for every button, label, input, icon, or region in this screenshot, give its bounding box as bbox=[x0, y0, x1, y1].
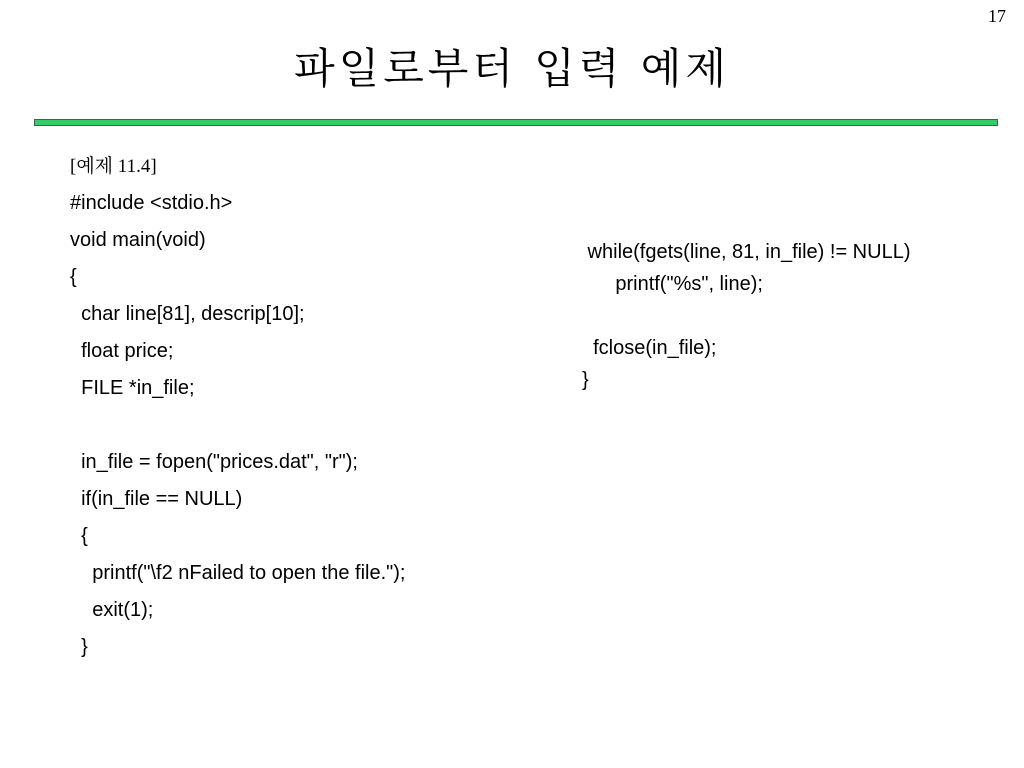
code-line: char line[81], descrip[10]; bbox=[70, 303, 305, 325]
code-line: fclose(in_file); bbox=[582, 337, 717, 359]
code-line-blank bbox=[582, 300, 1002, 332]
code-block-left bbox=[70, 148, 540, 666]
code-line: { bbox=[70, 266, 77, 288]
code-line: FILE *in_file; bbox=[70, 377, 195, 399]
example-label: [예제 11.4] bbox=[70, 156, 157, 177]
code-line: void main(void) bbox=[70, 229, 206, 251]
code-line: if(in_file == NULL) bbox=[70, 488, 243, 510]
slide-title: 파일로부터 입력 예제 bbox=[294, 44, 730, 93]
code-line: exit(1); bbox=[70, 599, 154, 621]
title-underline-bar bbox=[34, 119, 998, 126]
code-line: printf("%s", line); bbox=[582, 273, 763, 295]
code-line: } bbox=[70, 636, 88, 658]
code-line: } bbox=[582, 369, 589, 391]
code-line: in_file = fopen("prices.dat", "r"); bbox=[70, 451, 358, 473]
page-number: 17 bbox=[988, 6, 1006, 26]
code-line-blank bbox=[70, 407, 540, 444]
code-line: float price; bbox=[70, 340, 174, 362]
code-block-right bbox=[582, 236, 1002, 396]
code-line: printf("\f2 nFailed to open the file."); bbox=[70, 562, 406, 584]
code-line: #include <stdio.h> bbox=[70, 192, 233, 214]
code-line: { bbox=[70, 525, 88, 547]
code-line: while(fgets(line, 81, in_file) != NULL) bbox=[582, 241, 911, 263]
